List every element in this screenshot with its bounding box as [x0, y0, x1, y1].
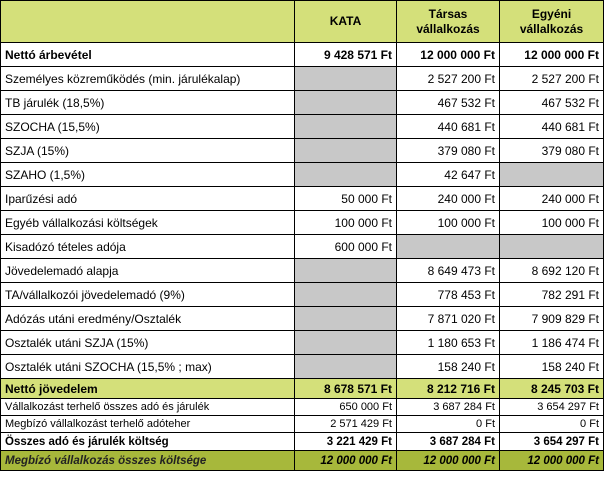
header-blank-cell [1, 1, 295, 43]
row-label: Vállalkozást terhelő összes adó és járulék [1, 399, 295, 416]
header-tarsas [397, 1, 500, 43]
row-kisadozo-tetel [1, 235, 604, 259]
cell-tarsas: 42 647 Ft [397, 163, 500, 187]
row-label: SZOCHA (15,5%) [1, 115, 295, 139]
cell-tarsas: 240 000 Ft [397, 187, 500, 211]
cell-kata: 650 000 Ft [295, 399, 397, 416]
row-szemelyes-kozremukodes [1, 67, 604, 91]
cell-kata-empty [295, 355, 397, 379]
cell-tarsas: 100 000 Ft [397, 211, 500, 235]
cell-kata-empty [295, 115, 397, 139]
header-tarsas-line1: Társas [428, 6, 468, 21]
cell-egyeni: 240 000 Ft [500, 187, 604, 211]
row-label: Nettó jövedelem [1, 379, 295, 399]
row-adozas-utani-eredmeny [1, 307, 604, 331]
row-szocha [1, 115, 604, 139]
header-kata-label: KATA [329, 14, 362, 28]
cell-tarsas: 158 240 Ft [397, 355, 500, 379]
cell-tarsas: 12 000 000 Ft [397, 451, 500, 471]
cell-egyeni: 440 681 Ft [500, 115, 604, 139]
cell-egyeni: 2 527 200 Ft [500, 67, 604, 91]
header-row [1, 1, 604, 43]
row-szja [1, 139, 604, 163]
cell-egyeni: 100 000 Ft [500, 211, 604, 235]
row-label: Megbízó vállalkozást terhelő adóteher [1, 416, 295, 433]
cell-tarsas: 778 453 Ft [397, 283, 500, 307]
cell-tarsas: 8 649 473 Ft [397, 259, 500, 283]
cell-kata-empty [295, 307, 397, 331]
row-szaho [1, 163, 604, 187]
cell-egyeni: 8 692 120 Ft [500, 259, 604, 283]
cell-kata: 50 000 Ft [295, 187, 397, 211]
cell-kata: 100 000 Ft [295, 211, 397, 235]
row-label: TB járulék (18,5%) [1, 91, 295, 115]
cell-kata-empty [295, 91, 397, 115]
cell-egyeni: 12 000 000 Ft [500, 451, 604, 471]
header-egyeni [500, 1, 604, 43]
row-label: Osztalék utáni SZOCHA (15,5% ; max) [1, 355, 295, 379]
row-osszes-ado [1, 433, 604, 451]
cell-egyeni: 1 186 474 Ft [500, 331, 604, 355]
row-osztalek-szja [1, 331, 604, 355]
cell-tarsas: 8 212 716 Ft [397, 379, 500, 399]
row-label: SZAHO (1,5%) [1, 163, 295, 187]
row-label: Személyes közreműködés (min. járulékalap) [1, 67, 295, 91]
cell-egyeni: 7 909 829 Ft [500, 307, 604, 331]
row-osztalek-szocha [1, 355, 604, 379]
cell-kata: 12 000 000 Ft [295, 451, 397, 471]
row-ta-jovedelemado [1, 283, 604, 307]
row-label: Kisadózó tételes adója [1, 235, 295, 259]
row-label: Egyéb vállalkozási költségek [1, 211, 295, 235]
row-vallalkozast-terhelo [1, 399, 604, 416]
cell-tarsas: 2 527 200 Ft [397, 67, 500, 91]
row-label: Megbízó vállalkozás összes költsége [1, 451, 295, 471]
row-label: Iparűzési adó [1, 187, 295, 211]
cell-kata: 8 678 571 Ft [295, 379, 397, 399]
cell-tarsas: 0 Ft [397, 416, 500, 433]
row-label: Nettó árbevétel [1, 43, 295, 67]
row-netto-arbevetel [1, 43, 604, 67]
cell-egyeni: 12 000 000 Ft [500, 43, 604, 67]
row-iparuzesi-ado [1, 187, 604, 211]
cell-kata: 600 000 Ft [295, 235, 397, 259]
cell-kata-empty [295, 331, 397, 355]
cell-egyeni: 467 532 Ft [500, 91, 604, 115]
header-egyeni-line1: Egyéni [531, 6, 572, 21]
row-label: SZJA (15%) [1, 139, 295, 163]
cell-tarsas: 12 000 000 Ft [397, 43, 500, 67]
header-tarsas-line2: vállalkozás [416, 21, 480, 36]
row-label: Osztalék utáni SZJA (15%) [1, 331, 295, 355]
cell-egyeni: 3 654 297 Ft [500, 433, 604, 451]
header-kata [295, 1, 397, 43]
cell-tarsas: 440 681 Ft [397, 115, 500, 139]
cell-egyeni: 782 291 Ft [500, 283, 604, 307]
cell-egyeni: 379 080 Ft [500, 139, 604, 163]
cell-egyeni: 8 245 703 Ft [500, 379, 604, 399]
row-egyeb-koltsegek [1, 211, 604, 235]
row-label: Összes adó és járulék költség [1, 433, 295, 451]
cell-kata-empty [295, 283, 397, 307]
row-label: Jövedelemadó alapja [1, 259, 295, 283]
cell-tarsas: 379 080 Ft [397, 139, 500, 163]
cell-kata: 9 428 571 Ft [295, 43, 397, 67]
cell-tarsas: 1 180 653 Ft [397, 331, 500, 355]
cell-tarsas: 467 532 Ft [397, 91, 500, 115]
cell-tarsas: 7 871 020 Ft [397, 307, 500, 331]
row-megbizo-osszes-koltseg [1, 451, 604, 471]
cell-egyeni-empty [500, 235, 604, 259]
row-jovedelemado-alapja [1, 259, 604, 283]
cell-kata-empty [295, 259, 397, 283]
cell-egyeni-empty [500, 163, 604, 187]
cell-tarsas-empty [397, 235, 500, 259]
row-label: TA/vállalkozói jövedelemadó (9%) [1, 283, 295, 307]
cell-egyeni: 158 240 Ft [500, 355, 604, 379]
cell-tarsas: 3 687 284 Ft [397, 433, 500, 451]
header-egyeni-line2: vállalkozás [519, 21, 584, 36]
row-netto-jovedelem [1, 379, 604, 399]
cell-kata-empty [295, 163, 397, 187]
cell-kata: 2 571 429 Ft [295, 416, 397, 433]
cell-egyeni: 3 654 297 Ft [500, 399, 604, 416]
cell-kata: 3 221 429 Ft [295, 433, 397, 451]
cell-kata-empty [295, 67, 397, 91]
cell-kata-empty [295, 139, 397, 163]
cell-egyeni: 0 Ft [500, 416, 604, 433]
row-megbizo-adoteher [1, 416, 604, 433]
row-label: Adózás utáni eredmény/Osztalék [1, 307, 295, 331]
row-tb-jarulek [1, 91, 604, 115]
cell-tarsas: 3 687 284 Ft [397, 399, 500, 416]
